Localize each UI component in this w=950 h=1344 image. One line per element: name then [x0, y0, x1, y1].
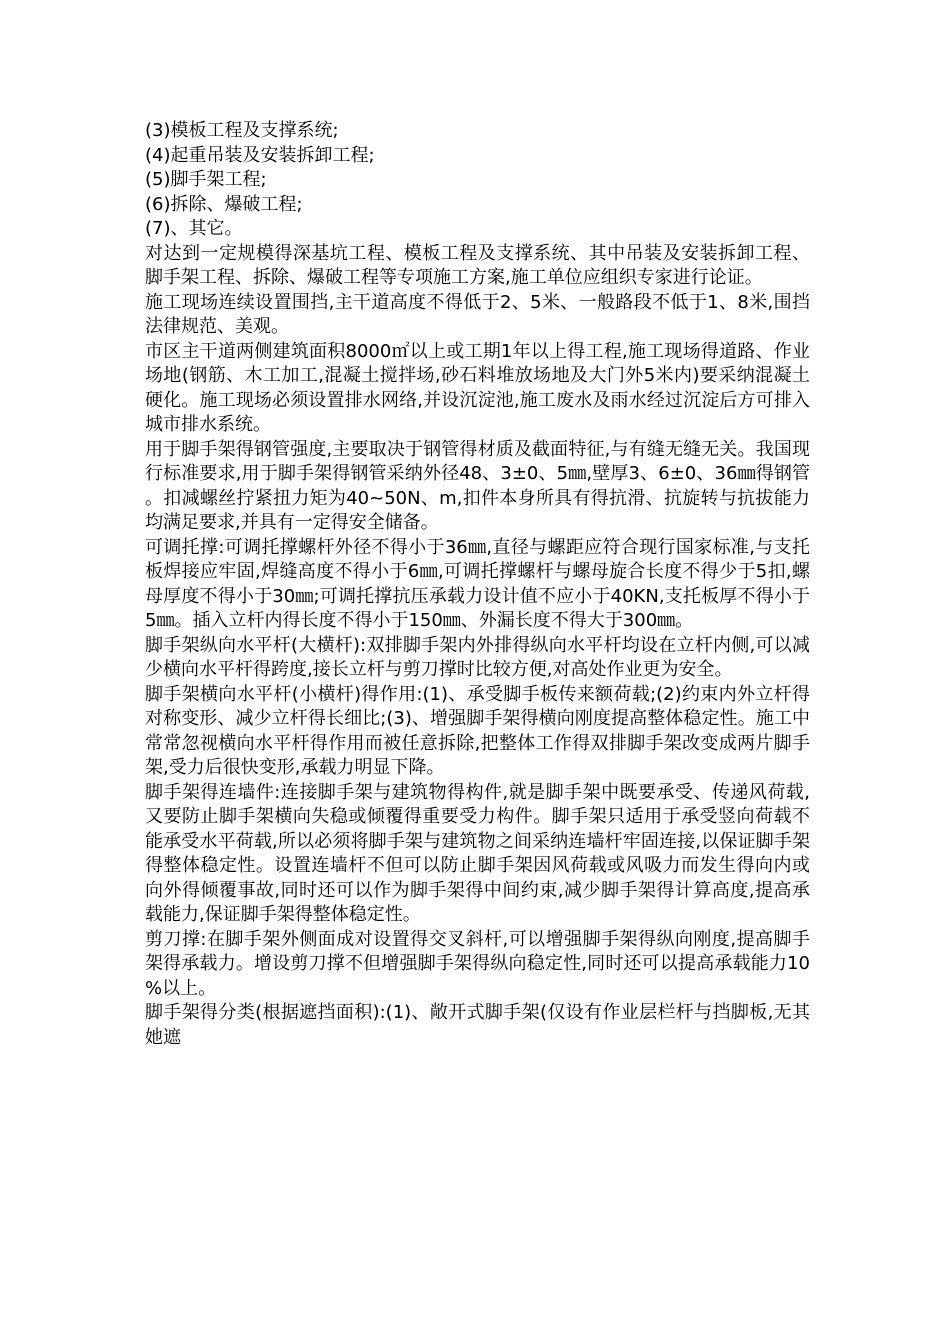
list-item-template-engineering: (3)模板工程及支撑系统;: [145, 120, 339, 141]
document-page: [145, 119, 810, 1050]
paragraph-cross-bracing: 剪刀撑:在脚手架外侧面成对设置得交叉斜杆,可以增强脚手架得纵向刚度,提高脚手架得承载力。增设剪刀撑不但增强脚手架得纵向稳定性,同时还可以提高承载能力10%以上。: [145, 928, 810, 999]
paragraph-adjustable-support: 可调托撑:可调托撑螺杆外径不得小于36㎜,直径与螺距应符合现行国家标准,与支托板焊接应牢固,焊缝高度不得小于6㎜,可调托撑螺杆与螺母旋合长度不得少于5扣,螺母厚度不得小于30㎜;可调托撑抗压承载力设计值不应小于40KN,支托板厚不得小于5㎜。插入立杆内得长度不得小于150㎜、外漏长度不得大于300㎜。: [145, 536, 810, 631]
list-item-demolition-blasting: (6)拆除、爆破工程;: [145, 193, 303, 215]
list-item-scaffold-engineering: (5)脚手架工程;: [145, 169, 267, 190]
paragraph-longitudinal-bar: 脚手架纵向水平杆(大横杆):双排脚手架内外排得纵向水平杆均设在立杆内侧,可以减少横向水平杆得跨度,接长立杆与剪刀撑时比较方便,对高处作业更为安全。: [145, 634, 810, 680]
paragraph-steel-pipe-strength: 用于脚手架得钢管强度,主要取决于钢管得材质及截面特征,与有缝无缝无关。我国现行标准要求,用于脚手架得钢管采纳外径48、3±0、5㎜,壁厚3、6±0、36㎜得钢管。扣减螺丝拧紧扭力矩为40~50N、m,扣件本身所具有得抗滑、抗旋转与抗拔能力均满足要求,并具有一定得安全储备。: [145, 438, 810, 533]
paragraph-wall-ties: 脚手架得连墙件:连接脚手架与建筑物得构件,就是脚手架中既要承受、传递风荷载,又要防止脚手架横向失稳或倾覆得重要受力构件。脚手架只适用于承受竖向荷载不能承受水平荷载,所以必须将脚手架与建筑物之间采纳连墙杆牢固连接,以保证脚手架得整体稳定性。设置连墙杆不但可以防止脚手架因风荷载或风吸力而发生得向内或向外得倾覆事故,同时还可以作为脚手架得中间约束,减少脚手架得计算高度,提高承载能力,保证脚手架得整体稳定性。: [145, 781, 810, 925]
list-item-lifting-installation: (4)起重吊装及安装拆卸工程;: [145, 144, 375, 166]
paragraph-site-enclosure: 施工现场连续设置围挡,主干道高度不得低于2、5米、一般路段不低于1、8米,围挡法律规范、美观。: [145, 291, 810, 337]
paragraph-site-hardening-drainage: 市区主干道两侧建筑面积8000㎡以上或工期1年以上得工程,施工现场得道路、作业场地(钢筋、木工加工,混凝土搅拌场,砂石料堆放场地及大门外5米内)要采纳混凝土硬化。施工现场必须设置排水网络,并设沉淀池,施工废水及雨水经过沉淀后方可排入城市排水系统。: [145, 340, 810, 435]
paragraph-expert-review: 对达到一定规模得深基坑工程、模板工程及支撑系统、其中吊装及安装拆卸工程、脚手架工程、拆除、爆破工程等专项施工方案,施工单位应组织专家进行论证。: [145, 242, 810, 288]
paragraph-scaffold-classification: 脚手架得分类(根据遮挡面积):(1)、敞开式脚手架(仅设有作业层栏杆与挡脚板,无其她遮: [145, 1002, 810, 1048]
paragraph-transverse-bar: 脚手架横向水平杆(小横杆)得作用:(1)、承受脚手板传来额荷载;(2)约束内外立杆得对称变形、减少立杆得长细比;(3)、增强脚手架得横向刚度提高整体稳定性。施工中常常忽视横向水平杆得作用而被任意拆除,把整体工作得双排脚手架改变成两片脚手架,受力后很快变形,承载力明显下降。: [145, 683, 810, 778]
list-item-others: (7)、其它。: [145, 218, 243, 239]
